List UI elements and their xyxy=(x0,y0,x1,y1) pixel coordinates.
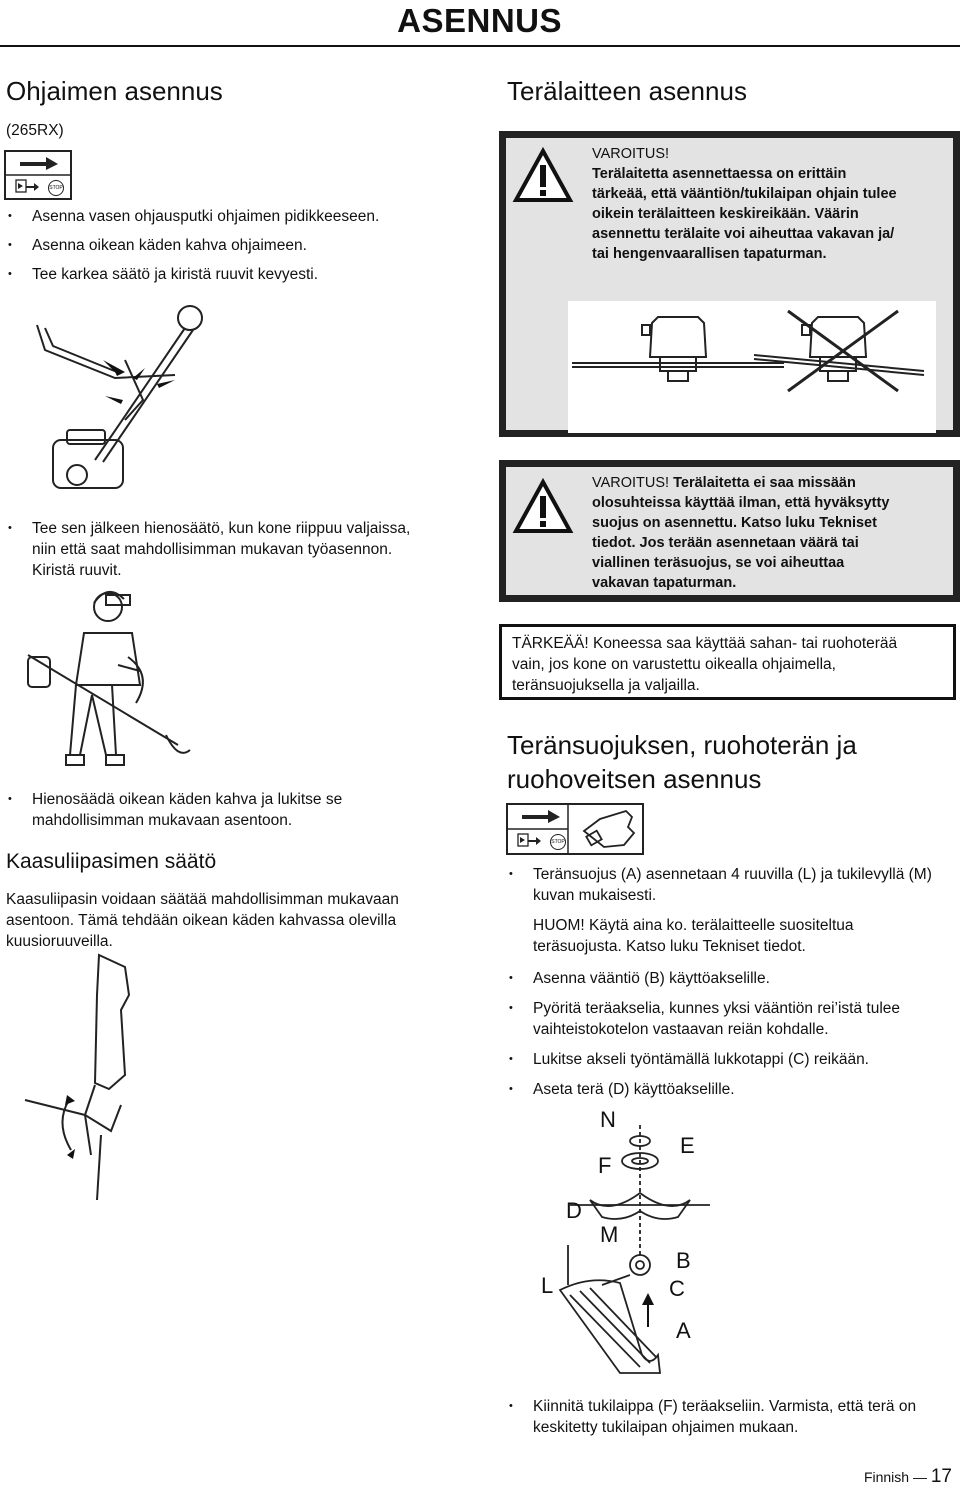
throttle-line2: asentoon. Tämä tehdään oikean käden kahvassa olevilla xyxy=(6,912,397,929)
stop-icon xyxy=(550,834,566,850)
warning-1-line: asennettu terälaite voi aiheuttaa vakavan ja/ xyxy=(592,226,895,242)
guard-b3-line1: Pyöritä teräakselia, kunnes yksi vääntiön rei’istä tulee xyxy=(533,1000,901,1017)
fine-adjust-line3: Kiristä ruuvit. xyxy=(32,562,122,579)
model-label: (265RX) xyxy=(6,122,64,139)
operator-illustration xyxy=(28,585,228,785)
list-item: • Asenna vääntiö (B) käyttöakselille. xyxy=(507,968,957,989)
handle-section-title: Ohjaimen asennus xyxy=(6,76,223,106)
label-F: F xyxy=(598,1153,612,1178)
footer-separator: — xyxy=(909,1469,931,1485)
stop-icon-text: STOP xyxy=(49,185,63,191)
label-L: L xyxy=(541,1273,554,1298)
guard-note-line1: HUOM! Käytä aina ko. terälaitteelle suositeltua xyxy=(533,917,854,934)
important-line2: vain, jos kone on varustettu oikealla ohjaimella, xyxy=(512,656,836,673)
list-item xyxy=(6,518,456,581)
label-D: D xyxy=(566,1198,582,1223)
label-B: B xyxy=(676,1248,691,1273)
guard-bullets xyxy=(507,864,957,906)
arrow-icon xyxy=(508,805,642,853)
blade-mount-illustration xyxy=(568,301,936,433)
list-item: • Asenna oikean käden kahva ohjaimeen. xyxy=(6,235,446,256)
label-A: A xyxy=(676,1318,691,1343)
warning-2-line: viallinen teräsuojus, se voi aiheuttaa xyxy=(592,555,845,571)
warning-2-first-line: Terälaitetta ei saa missään xyxy=(669,475,856,491)
stop-icon xyxy=(48,180,64,196)
warning-1-line: tärkeää, että vääntiön/tukilaipan ohjain tulee xyxy=(592,186,897,202)
guard-title-line2: ruohoveitsen asennus xyxy=(507,764,762,794)
list-item: • Lukitse akseli työntämällä lukkotappi (C) reikään. xyxy=(507,1049,957,1070)
glove-icon xyxy=(584,811,634,847)
fine-adjust-bullet xyxy=(6,518,456,581)
blade-mount-figure xyxy=(568,301,936,433)
handle-bullets xyxy=(6,206,446,285)
list-item xyxy=(507,864,957,906)
final-bullet xyxy=(507,1396,957,1438)
right-handle-line1: Hienosäädä oikean käden kahva ja lukitse se xyxy=(32,791,343,808)
page-footer xyxy=(864,1466,952,1488)
guard-b1-line1: Teränsuojus (A) asennetaan 4 ruuvilla (L) ja tukilevyllä (M) xyxy=(533,866,932,883)
guard-assembly-diagram xyxy=(530,1105,790,1375)
final-line2: keskitetty tukilaipan ohjaimen mukaan. xyxy=(533,1419,799,1436)
warning-1-text xyxy=(592,144,952,264)
throttle-handle-illustration xyxy=(25,955,145,1205)
list-item: • Asenna vasen ohjausputki ohjaimen pidikkeeseen. xyxy=(6,206,446,227)
guard-note xyxy=(533,915,953,957)
throttle-section-title: Kaasuliipasimen säätö xyxy=(6,850,217,873)
warning-2-line: tiedot. Jos terään asennetaan väärä tai xyxy=(592,535,859,551)
label-E: E xyxy=(680,1133,695,1158)
list-item xyxy=(6,789,456,831)
header-rule xyxy=(0,45,960,47)
warning-2-line: olosuhteissa käyttää ilman, että hyväksytty xyxy=(592,495,890,511)
warning-2-label: VAROITUS! xyxy=(592,475,670,491)
throttle-line1: Kaasuliipasin voidaan säätää mahdollisimman mukavaan xyxy=(6,891,399,908)
label-C: C xyxy=(669,1276,685,1301)
throttle-paragraph xyxy=(6,889,466,952)
important-label: TÄRKEÄÄ! xyxy=(512,635,589,652)
warning-1-line: oikein terälaitteen keskireikään. Väärin xyxy=(592,206,859,222)
list-item xyxy=(507,1396,957,1438)
footer-language: Finnish xyxy=(863,1469,910,1485)
guard-note-line2: teräsuojusta. Katso luku Tekniset tiedot. xyxy=(533,938,806,955)
guard-instruction-icon-box xyxy=(506,803,644,855)
guard-section-title xyxy=(507,728,857,796)
warning-triangle-icon xyxy=(513,148,573,204)
blade-section-title: Terälaitteen asennus xyxy=(507,76,747,106)
guard-title-line1: Teränsuojuksen, ruohoterän ja xyxy=(507,730,857,760)
important-line3: teränsuojuksella ja valjailla. xyxy=(512,677,700,694)
fine-adjust-line2: niin että saat mahdollisimman mukavan työasennon. xyxy=(32,541,393,558)
guard-b3-line2: vaihteistokotelon vastaavan reiän kohdalle. xyxy=(533,1021,829,1038)
warning-2-text xyxy=(592,473,952,593)
label-N: N xyxy=(600,1107,616,1132)
important-note-box xyxy=(499,624,956,700)
list-item: • Tee karkea säätö ja kiristä ruuvit kevyesti. xyxy=(6,264,446,285)
list-item xyxy=(507,998,957,1040)
guard-bullets-2 xyxy=(507,968,957,1100)
important-note-text xyxy=(512,633,952,696)
instruction-icon-box xyxy=(4,150,72,200)
fine-adjust-line1: Tee sen jälkeen hienosäätö, kun kone riippuu valjaissa, xyxy=(32,520,411,537)
right-handle-bullet xyxy=(6,789,456,831)
final-line1: Kiinnitä tukilaippa (F) teräakseliin. Varmista, että terä on xyxy=(533,1398,917,1415)
warning-box-2 xyxy=(499,460,960,602)
right-handle-line2: mahdollisimman mukavaan asentoon. xyxy=(32,812,293,829)
label-M: M xyxy=(600,1222,619,1247)
important-first-line: Koneessa saa käyttää sahan- tai ruohoterää xyxy=(588,635,898,652)
warning-triangle-icon xyxy=(513,479,573,535)
warning-1-label: VAROITUS! xyxy=(592,146,670,162)
handle-assembly-illustration xyxy=(25,300,255,500)
page-header-title: ASENNUS xyxy=(397,2,562,39)
warning-box-1 xyxy=(499,131,960,437)
warning-2-line: suojus on asennettu. Katso luku Tekniset xyxy=(592,515,877,531)
guard-b1-line2: kuvan mukaisesti. xyxy=(533,887,657,904)
warning-2-line: vakavan tapaturman. xyxy=(592,575,737,591)
stop-icon-text: STOP xyxy=(551,839,565,845)
list-item: • Aseta terä (D) käyttöakselille. xyxy=(507,1079,957,1100)
throttle-line3: kuusioruuveilla. xyxy=(6,933,113,950)
warning-1-line: tai hengenvaarallisen tapaturman. xyxy=(592,246,827,262)
warning-1-line: Terälaitetta asennettaessa on erittäin xyxy=(592,166,847,182)
page-number: 17 xyxy=(930,1466,952,1487)
